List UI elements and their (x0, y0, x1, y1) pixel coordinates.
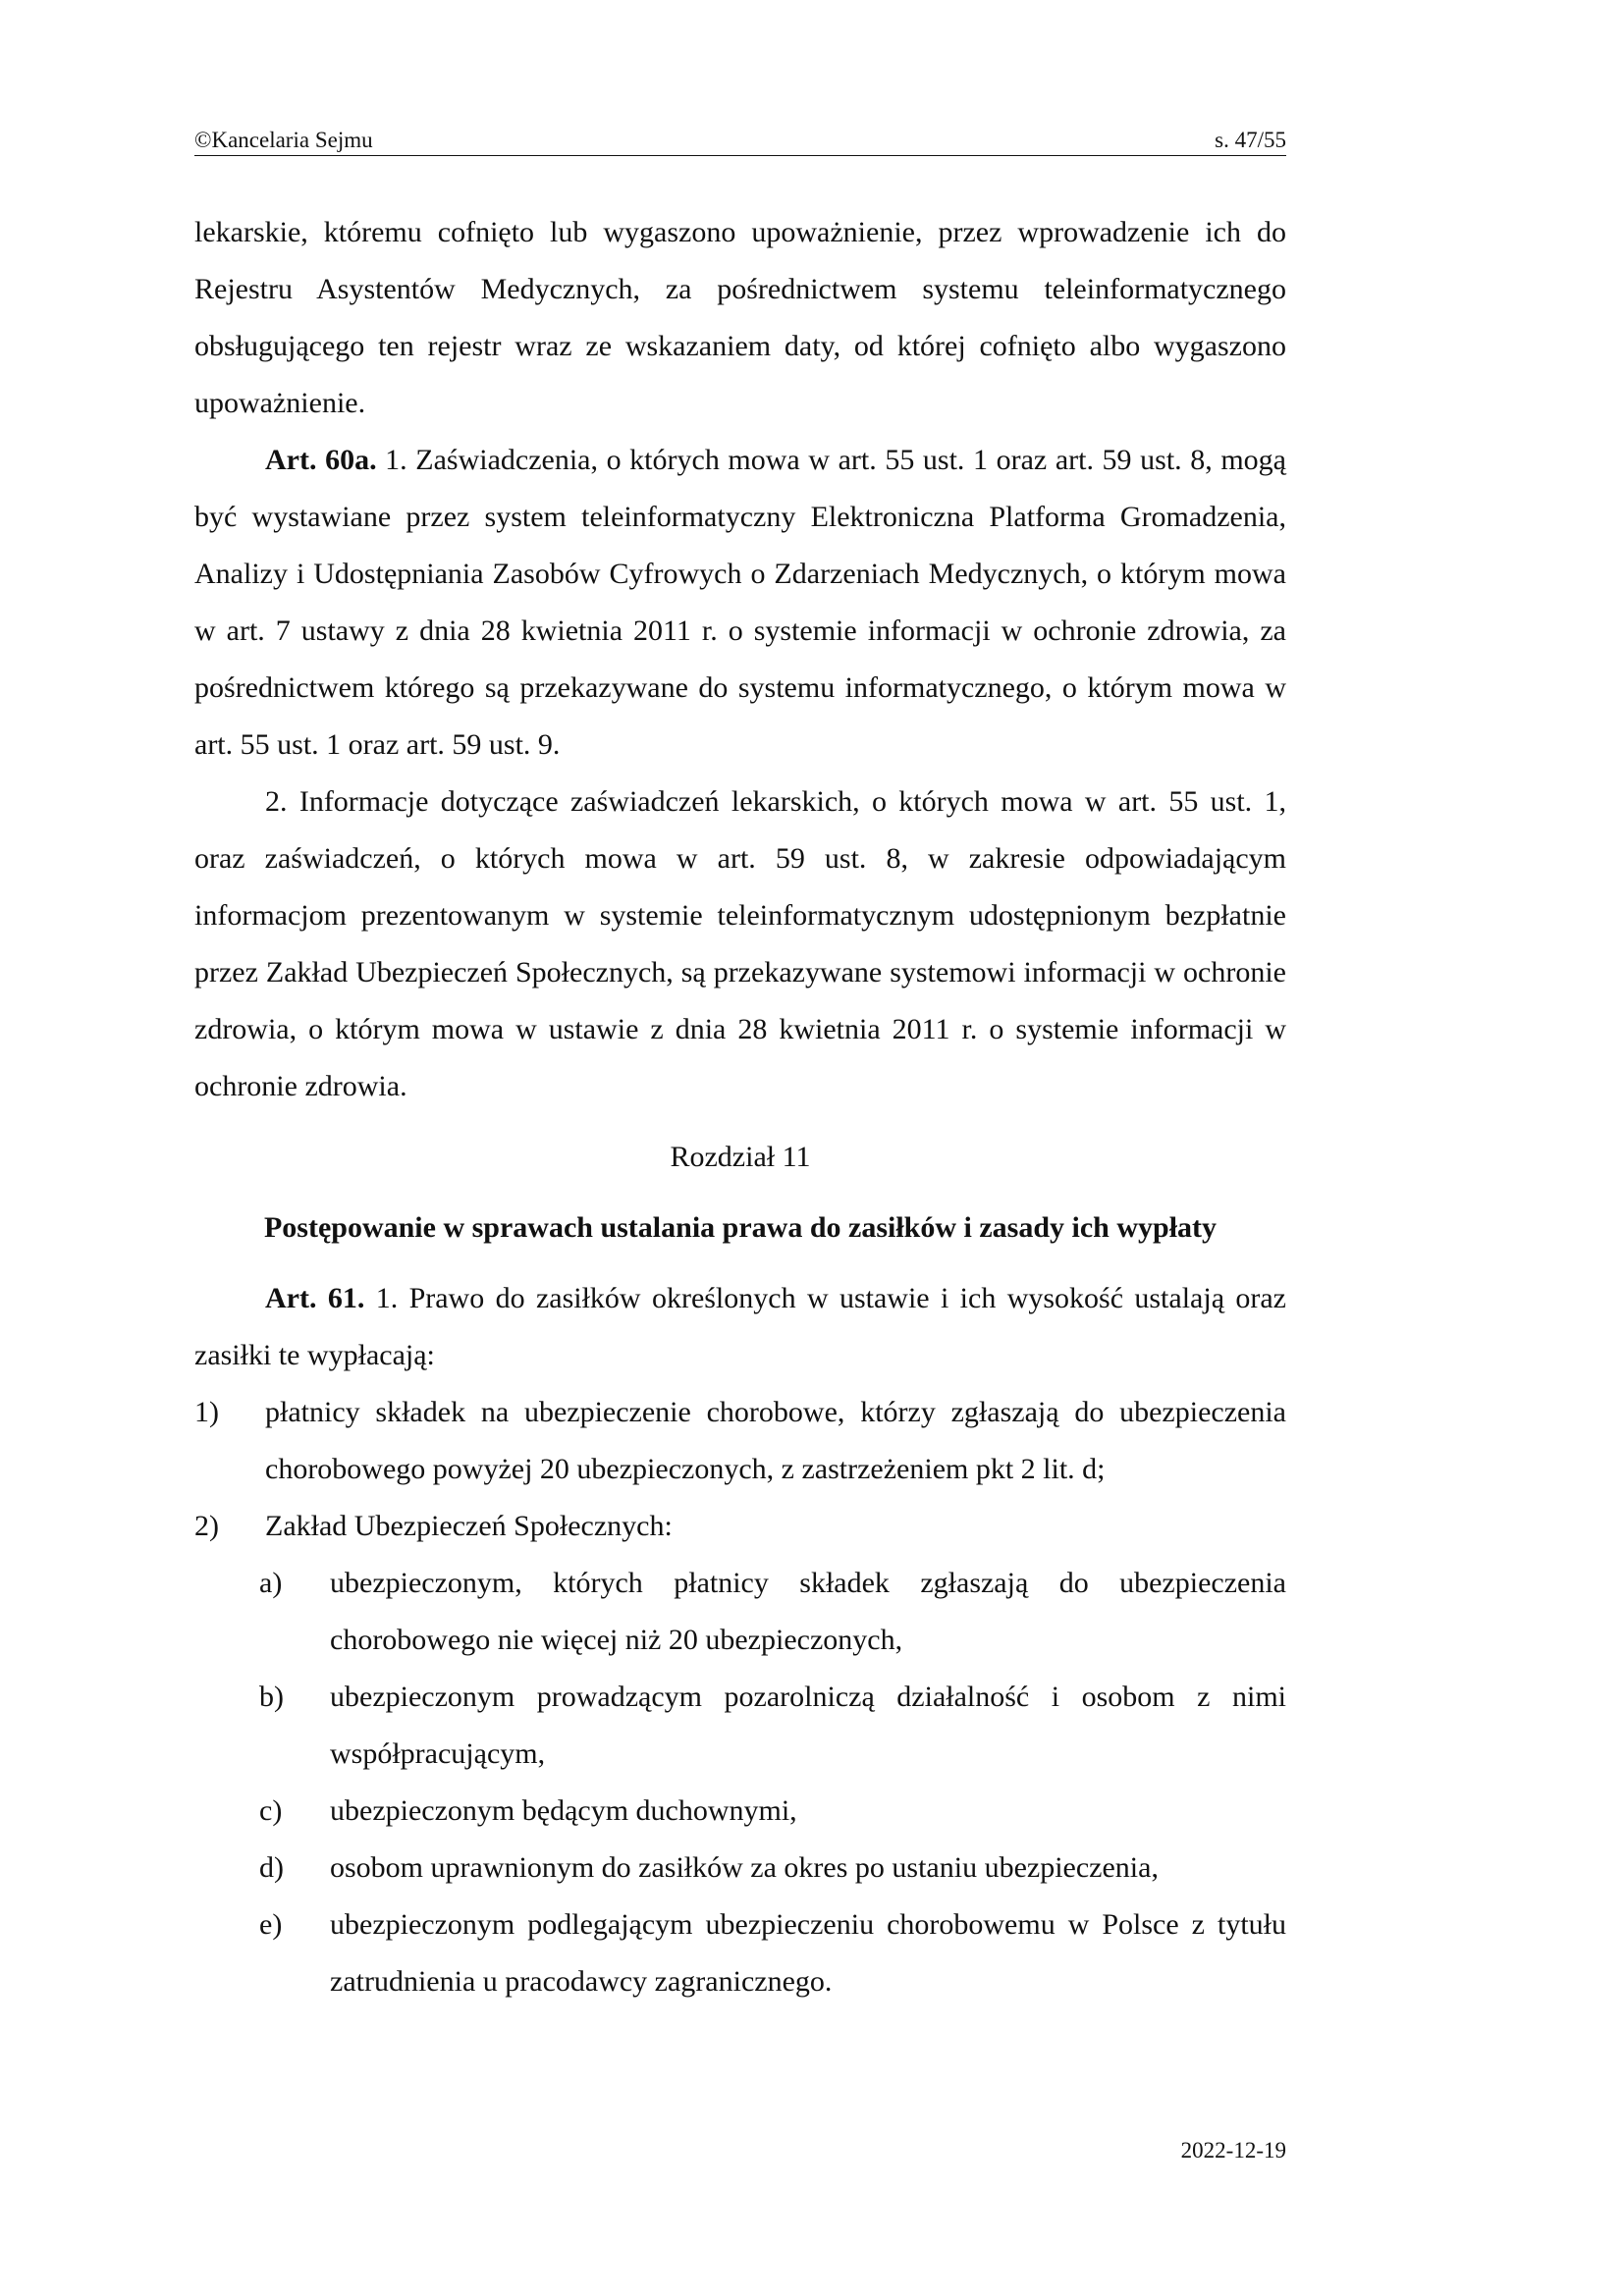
art-61-intro-text: 1. Prawo do zasiłków określonych w ustawie i ich wysokość ustalają oraz zasiłki te wypłacają: (194, 1282, 1286, 1371)
sub-list-item-text: ubezpieczonym podlegającym ubezpieczeniu chorobowemu w Polsce z tytułu zatrudnienia u pracodawcy zagranicznego. (330, 1908, 1286, 1998)
chapter-title: Postępowanie w sprawach ustalania prawa do zasiłków i zasady ich wypłaty (263, 1211, 1218, 1244)
sub-list-item (194, 1896, 1286, 2010)
sub-list-item-text: ubezpieczonym będącym duchownymi, (330, 1794, 797, 1827)
footer-date: 2022-12-19 (1180, 2138, 1286, 2163)
list-item (194, 1384, 1286, 1498)
sub-list-item-letter: b) (259, 1681, 284, 1713)
list-item-text: Zakład Ubezpieczeń Społecznych: (265, 1510, 673, 1542)
sub-list-item-letter: a) (259, 1567, 283, 1599)
list-item-number: 1) (194, 1396, 219, 1428)
sub-list-item-letter: e) (259, 1908, 283, 1941)
document-body (194, 204, 1286, 2010)
page-header (194, 126, 1286, 156)
art-61-intro (194, 1270, 1286, 1384)
sub-list-item-text: ubezpieczonym prowadzącym pozarolniczą działalność i osobom z nimi współpracującym, (330, 1681, 1286, 1770)
art-60a-paragraph-2: 2. Informacje dotyczące zaświadczeń lekarskich, o których mowa w art. 55 ust. 1, oraz zaświadczeń, o których mowa w art. 59 ust. 8, w zakresie odpowiadającym informacjom prezentowanym w systemie teleinformatycznym udostępnionym bezpłatnie przez Zakład Ubezpieczeń Społecznych, są przekazywane systemowi informacji w ochronie zdrowia, o którym mowa w ustawie z dnia 28 kwietnia 2011 r. o systemie informacji w ochronie zdrowia. (194, 785, 1286, 1102)
sub-list-item-letter: d) (259, 1851, 284, 1884)
list-item-text: płatnicy składek na ubezpieczenie chorobowe, którzy zgłaszają do ubezpieczenia chorobowego powyżej 20 ubezpieczonych, z zastrzeżeniem pkt 2 lit. d; (265, 1396, 1286, 1485)
sub-list-item (194, 1840, 1286, 1896)
paragraph-continuation: lekarskie, któremu cofnięto lub wygaszono upoważnienie, przez wprowadzenie ich do Rejestru Asystentów Medycznych, za pośrednictwem systemu teleinformatycznego obsługującego ten rejestr wraz ze wskazaniem daty, od której cofnięto albo wygaszono upoważnienie. (194, 216, 1286, 419)
art-60a-text-1: 1. Zaświadczenia, o których mowa w art. 55 ust. 1 oraz art. 59 ust. 8, mogą być wystawiane przez system teleinformatyczny Elektroniczna Platforma Gromadzenia, Analizy i Udostępniania Zasobów Cyfrowych o Zdarzeniach Medycznych, o którym mowa w art. 7 ustawy z dnia 28 kwietnia 2011 r. o systemie informacji w ochronie zdrowia, za pośrednictwem którego są przekazywane do systemu informatycznego, o którym mowa w art. 55 ust. 1 oraz art. 59 ust. 9. (194, 444, 1286, 761)
sub-list-item (194, 1783, 1286, 1840)
chapter-number: Rozdział 11 (670, 1141, 811, 1173)
article-label: Art. 61. (265, 1282, 365, 1314)
list-item-number: 2) (194, 1510, 219, 1542)
sub-list-item (194, 1555, 1286, 1669)
header-page-number: s. 47/55 (1215, 128, 1286, 152)
sub-list-item-text: ubezpieczonym, których płatnicy składek zgłaszają do ubezpieczenia chorobowego nie więcej niż 20 ubezpieczonych, (330, 1567, 1286, 1656)
art-60a-paragraph-1 (194, 432, 1286, 774)
sub-list-item (194, 1669, 1286, 1783)
sub-list-item-text: osobom uprawnionym do zasiłków za okres po ustaniu ubezpieczenia, (330, 1851, 1159, 1884)
article-label: Art. 60a. (265, 444, 377, 476)
list-item (194, 1498, 1286, 1555)
sub-list-item-letter: c) (259, 1794, 283, 1827)
header-publisher: ©Kancelaria Sejmu (194, 128, 373, 152)
